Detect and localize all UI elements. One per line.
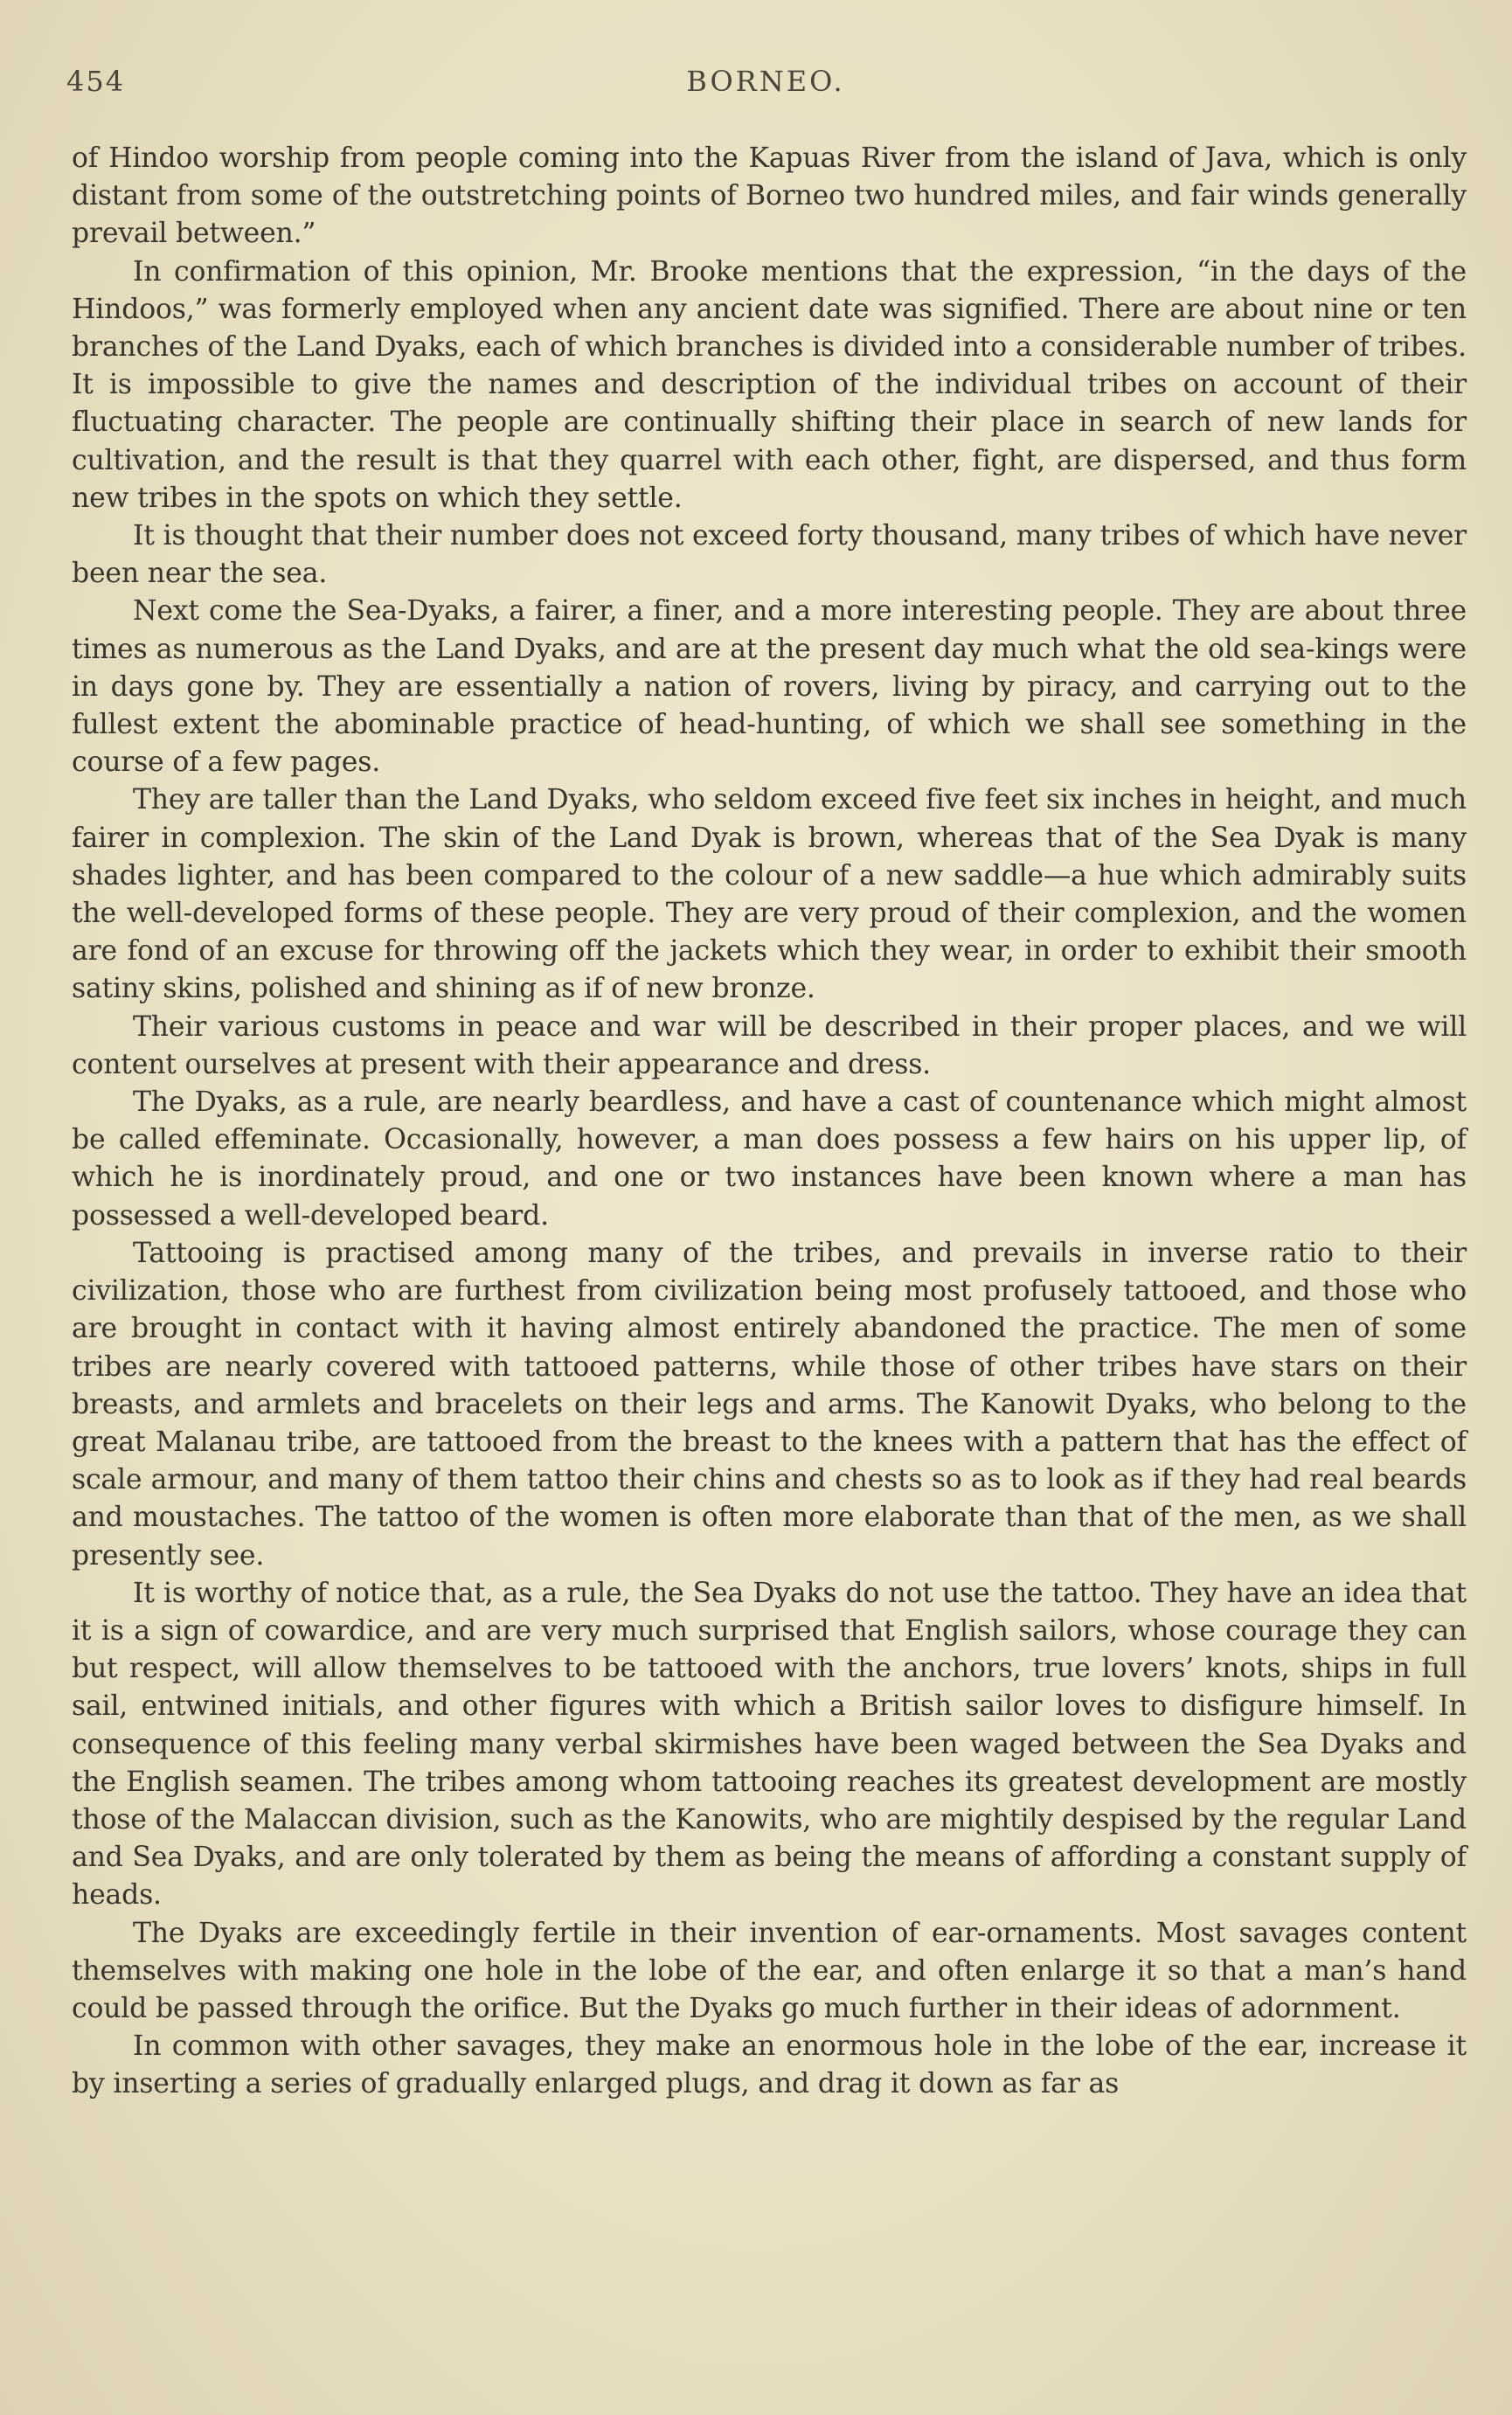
paragraph-complexion: They are taller than the Land Dyaks, who seldom exceed five feet six inches in height, and much fairer in complexion. The skin of the Land Dyak is brown, whereas that of the Sea Dyak is many shades lighter, and has been compared to the colour of a new saddle—a hue which admirably suits the well-developed forms of these people. They are very proud of their complexion, and the women are fond of an excuse for throwing off the jackets which they wear, in order to exhibit their smooth satiny skins, polished and shining as if of new bronze. <box>72 784 1467 1005</box>
paragraph-continuation: of Hindoo worship from people coming into the Kapuas River from the island of Java, which is only distant from some of the outstretching points of Borneo two hundred miles, and fair winds generally prevail between.” <box>72 142 1467 250</box>
paragraph-population: It is thought that their number does not exceed forty thousand, many tribes of which have never been near the sea. <box>72 520 1467 590</box>
paragraph-brooke-opinion: In confirmation of this opinion, Mr. Brooke mentions that the expression, “in the days of the Hindoos,” was formerly employed when any ancient date was signified. There are about nine or ten branches of the Land Dyaks, each of which branches is divided into a considerable number of tribes. It is impossible to give the names and description of the individual tribes on account of their fluctuating character. The people are continually shifting their place in search of new lands for cultivation, and the result is that they quarrel with each other, fight, are dispersed, and thus form new tribes in the spots on which they settle. <box>72 255 1467 514</box>
paragraph-tattooing: Tattooing is practised among many of the tribes, and prevails in inverse ratio to their civilization, those who are furthest from civilization being most profusely tattooed, and those who are brought in contact with it having almost entirely abandoned the practice. The men of some tribes are nearly covered with tattooed patterns, while those of other tribes have stars on their breasts, and armlets and bracelets on their legs and arms. The Kanowit Dyaks, who belong to the great Malanau tribe, are tattooed from the breast to the knees with a pattern that has the effect of scale armour, and many of them tattoo their chins and chests so as to look as if they had real beards and moustaches. The tattoo of the women is often more elaborate than that of the men, as we shall presently see. <box>72 1237 1467 1572</box>
body-text <box>72 140 1467 2104</box>
paragraph-customs: Their various customs in peace and war will be described in their proper places, and we will content ourselves at present with their appearance and dress. <box>72 1010 1467 1080</box>
paragraph-beards: The Dyaks, as a rule, are nearly beardless, and have a cast of countenance which might almost be called effeminate. Occasionally, however, a man does possess a few hairs on his upper lip, of which he is inordinately proud, and one or two instances have been known where a man has possessed a well-developed beard. <box>72 1086 1467 1232</box>
running-title: BORNEO. <box>686 65 845 98</box>
paragraph-ear-lobe: In common with other savages, they make an enormous hole in the lobe of the ear, increase it by inserting a series of gradually enlarged plugs, and drag it down as far as <box>72 2030 1467 2100</box>
page-number: 454 <box>66 65 126 98</box>
paragraph-ear-ornaments: The Dyaks are exceedingly fertile in their invention of ear-ornaments. Most savages content themselves with making one hole in the lobe of the ear, and often enlarge it so that a man’s hand could be passed through the orifice. But the Dyaks go much further in their ideas of adornment. <box>72 1917 1467 2024</box>
paragraph-sea-dyaks-tattoo: It is worthy of notice that, as a rule, the Sea Dyaks do not use the tattoo. They have an idea that it is a sign of cowardice, and are very much surprised that English sailors, whose courage they can but respect, will allow themselves to be tattooed with the anchors, true lovers’ knots, ships in full sail, entwined initials, and other figures with which a British sailor loves to disfigure himself. In consequence of this feeling many verbal skirmishes have been waged between the Sea Dyaks and the English seamen. The tribes among whom tattooing reaches its greatest development are mostly those of the Malaccan division, such as the Kanowits, who are mightily despised by the regular Land and Sea Dyaks, and are only tolerated by them as being the means of affording a constant supply of heads. <box>72 1577 1467 1912</box>
paragraph-sea-dyaks: Next come the Sea-Dyaks, a fairer, a finer, and a more interesting people. They are about three times as numerous as the Land Dyaks, and are at the present day much what the old sea-kings were in days gone by. They are essentially a nation of rovers, living by piracy, and carrying out to the fullest extent the abominable practice of head-hunting, of which we shall see something in the course of a few pages. <box>72 595 1467 779</box>
page-header <box>66 65 1465 107</box>
